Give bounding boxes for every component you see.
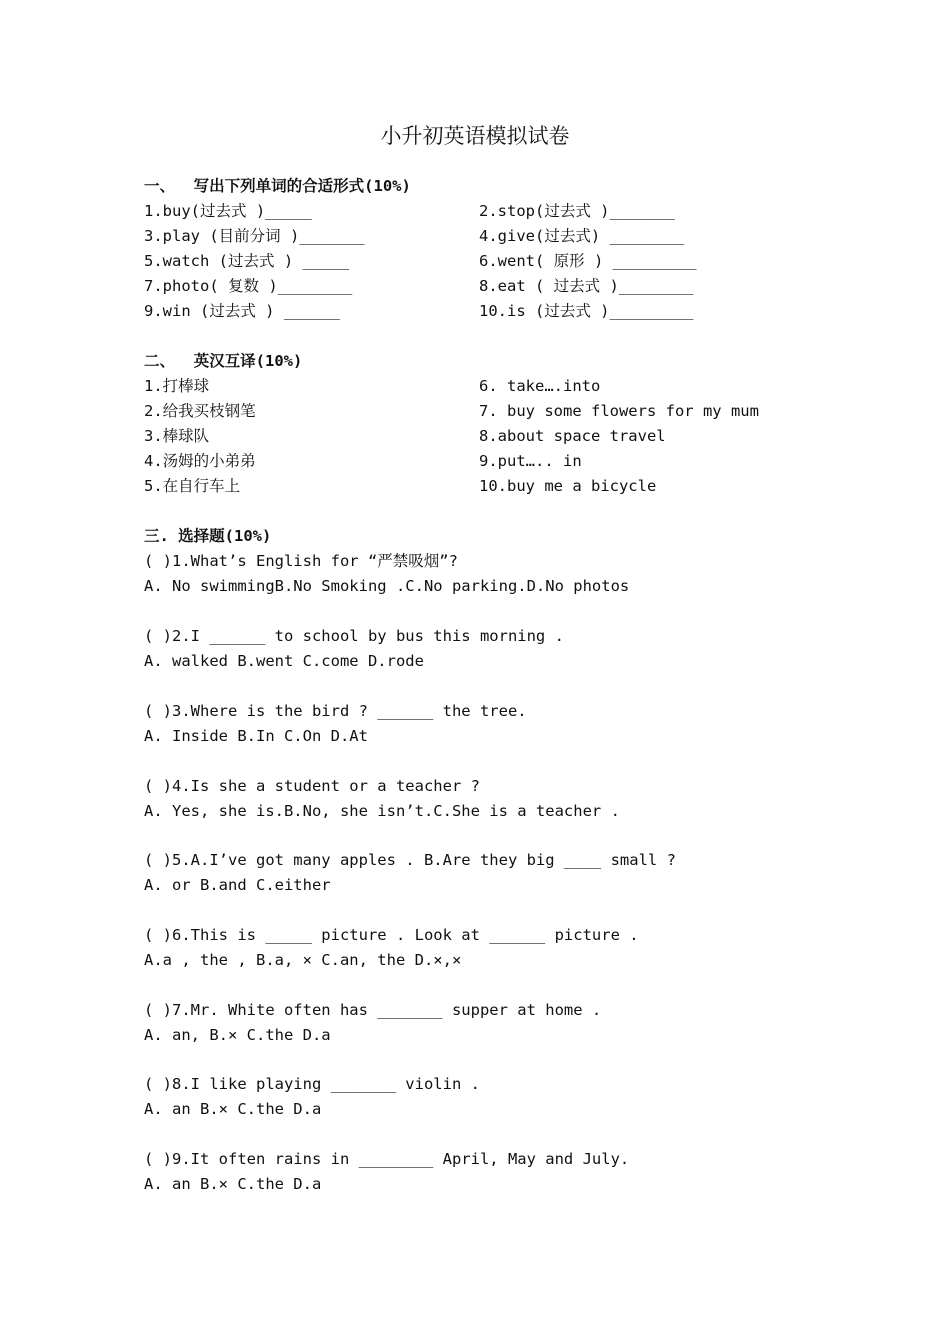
answer-options: A. an, B.× C.the D.a — [144, 1026, 331, 1044]
s2-left-item: 1.打棒球 — [144, 377, 210, 395]
question-text: ( )8.I like playing _______ violin . — [144, 1075, 480, 1093]
s2-left-item: 5.在自行车上 — [144, 477, 241, 495]
answer-options: A. No swimmingB.No Smoking .C.No parking.D.No photos — [144, 577, 630, 595]
answer-options: A. or B.and C.either — [144, 876, 331, 894]
question-text: ( )9.It often rains in ________ April, May and July. — [144, 1150, 630, 1168]
question-text: ( )1.What’s English for “严禁吸烟”? — [144, 552, 458, 570]
s2-right-item: 10.buy me a bicycle — [479, 477, 657, 495]
s2-right-item: 7. buy some flowers for my mum — [479, 402, 759, 420]
s1-left-item: 3.play (目前分词 )_______ — [144, 227, 365, 245]
s1-left-item: 9.win (过去式 ) ______ — [144, 302, 340, 320]
s2-right-item: 6. take….into — [479, 377, 601, 395]
question-text: ( )4.Is she a student or a teacher ? — [144, 777, 480, 795]
question-text: ( )6.This is _____ picture . Look at ______ picture . — [144, 926, 639, 944]
answer-options: A. walked B.went C.come D.rode — [144, 652, 424, 670]
answer-options: A. an B.× C.the D.a — [144, 1175, 322, 1193]
section3-heading: 三. 选择题(10%) — [144, 527, 272, 545]
question-text: ( )3.Where is the bird ? ______ the tree. — [144, 702, 527, 720]
s1-right-item: 2.stop(过去式 )_______ — [479, 202, 675, 220]
answer-options: A. an B.× C.the D.a — [144, 1100, 322, 1118]
answer-options: A. Yes, she is.B.No, she isn’t.C.She is a teacher . — [144, 802, 620, 820]
page-title: 小升初英语模拟试卷 — [380, 124, 570, 148]
s1-right-item: 6.went( 原形 ) _________ — [479, 252, 697, 270]
s1-right-item: 10.is (过去式 )_________ — [479, 302, 694, 320]
s1-left-item: 7.photo( 复数 )________ — [144, 277, 353, 295]
s1-right-item: 8.eat ( 过去式 )________ — [479, 277, 694, 295]
question-text: ( )5.A.I’ve got many apples . B.Are they big ____ small ? — [144, 851, 676, 869]
s1-left-item: 5.watch (过去式 ) _____ — [144, 252, 350, 270]
s1-left-item: 1.buy(过去式 )_____ — [144, 202, 312, 220]
section2-heading: 二、 英汉互译(10%) — [144, 352, 303, 370]
section1-heading: 一、 写出下列单词的合适形式(10%) — [144, 177, 411, 195]
answer-options: A.a , the , B.a, × C.an, the D.×,× — [144, 951, 462, 969]
question-text: ( )2.I ______ to school by bus this morning . — [144, 627, 564, 645]
s2-right-item: 8.about space travel — [479, 427, 666, 445]
s2-right-item: 9.put….. in — [479, 452, 582, 470]
s2-left-item: 3.棒球队 — [144, 427, 210, 445]
s2-left-item: 2.给我买枝钢笔 — [144, 402, 256, 420]
s2-left-item: 4.汤姆的小弟弟 — [144, 452, 256, 470]
question-text: ( )7.Mr. White often has _______ supper at home . — [144, 1001, 602, 1019]
s1-right-item: 4.give(过去式) ________ — [479, 227, 685, 245]
answer-options: A. Inside B.In C.On D.At — [144, 727, 368, 745]
